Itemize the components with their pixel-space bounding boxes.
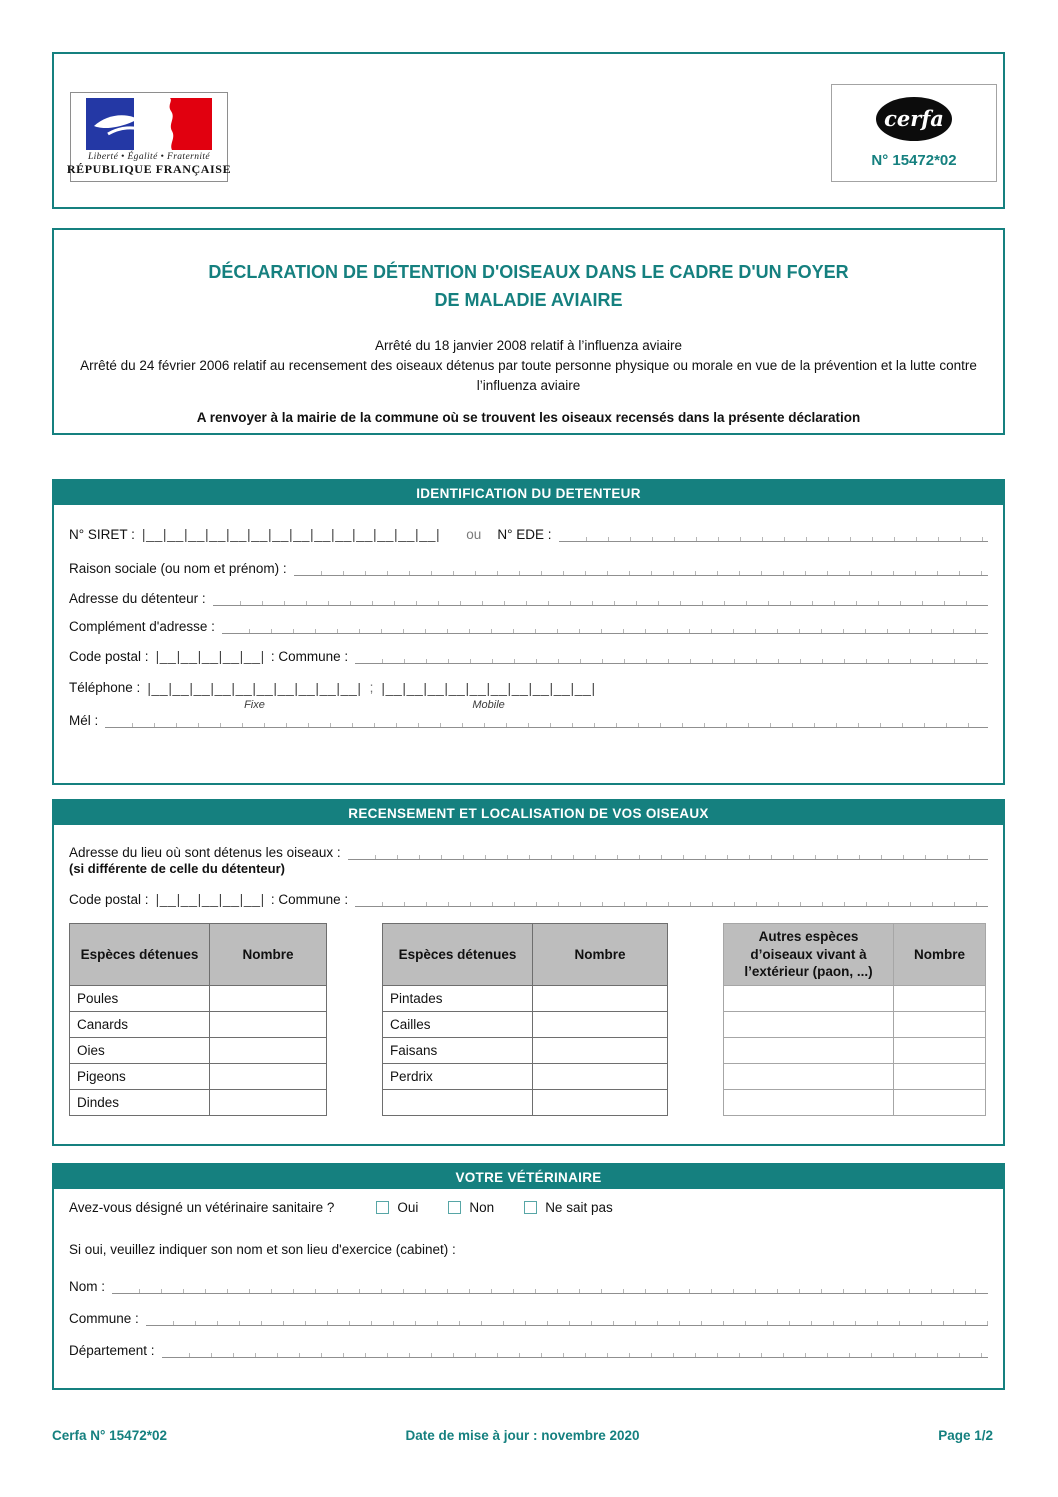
adresse-detenteur-row [69, 591, 988, 606]
species-cell: Oies [70, 1038, 210, 1064]
legal-references [54, 336, 1003, 397]
identification-section-title: IDENTIFICATION DU DETENTEUR [54, 481, 1003, 505]
arrete-2006: Arrêté du 24 février 2006 relatif au recensement des oiseaux détenus par toute personne physique ou morale en vue de la prévention et la lutte contre l’influenza aviaire [80, 358, 977, 394]
column-header-autres-especes: Autres espèces d’oiseaux vivant à l’extérieur (paon, ...) [724, 924, 894, 986]
nombre-cell[interactable] [894, 986, 986, 1012]
nombre-cell[interactable] [210, 1064, 327, 1090]
table-row [70, 1064, 327, 1090]
raison-sociale-field[interactable] [294, 561, 988, 576]
table-row [383, 1064, 668, 1090]
table-row [724, 1090, 986, 1116]
page-footer [52, 1428, 1005, 1443]
table-row [724, 1038, 986, 1064]
table-row [724, 1064, 986, 1090]
telephone-separator: ; [369, 680, 374, 695]
non-checkbox[interactable] [448, 1201, 461, 1214]
siret-field[interactable]: |__|__|__|__|__|__|__|__|__|__|__|__|__|__| [141, 526, 441, 542]
column-header-nombre: Nombre [533, 924, 668, 986]
table-row [383, 1038, 668, 1064]
form-title-line2: DE MALADIE AVIAIRE [434, 289, 623, 310]
species-cell[interactable] [383, 1090, 533, 1116]
mel-row [69, 713, 988, 728]
form-number: N° 15472*02 [871, 152, 957, 169]
vet-commune-field[interactable] [146, 1311, 988, 1326]
return-notice: A renvoyer à la mairie de la commune où se trouvent les oiseaux recensés dans la présente déclaration [196, 409, 861, 425]
mel-field[interactable] [105, 713, 988, 728]
species-cell: Perdrix [383, 1064, 533, 1090]
species-cell: Faisans [383, 1038, 533, 1064]
adresse-lieu-label: Adresse du lieu où sont détenus les oiseaux : [69, 845, 341, 860]
complement-adresse-field[interactable] [222, 619, 988, 634]
vet-departement-field[interactable] [162, 1343, 988, 1358]
republique-francaise-logo [66, 92, 232, 182]
species-cell[interactable] [724, 1090, 894, 1116]
code-postal-lieu-label: Code postal : [69, 892, 149, 907]
species-table-1 [69, 923, 327, 1116]
arrete-2008: Arrêté du 18 janvier 2008 relatif à l’influenza aviaire [375, 337, 682, 353]
species-cell: Pigeons [70, 1064, 210, 1090]
vet-departement-row [69, 1343, 988, 1358]
telephone-fixe-field[interactable]: |__|__|__|__|__|__|__|__|__|__| [147, 680, 362, 696]
telephone-row [69, 680, 988, 711]
adresse-lieu-row [69, 845, 988, 860]
vet-departement-label: Département : [69, 1343, 155, 1358]
commune-field[interactable] [355, 649, 988, 664]
recensement-section [52, 799, 1005, 1146]
table-row [383, 1012, 668, 1038]
nombre-cell[interactable] [533, 1012, 668, 1038]
ede-field[interactable] [559, 527, 989, 542]
form-title-line1: DÉCLARATION DE DÉTENTION D'OISEAUX DANS LE CADRE D'UN FOYER [208, 262, 849, 282]
fixe-label: Fixe [244, 699, 265, 711]
nombre-cell[interactable] [894, 1038, 986, 1064]
footer-cerfa-number: Cerfa N° 15472*02 [52, 1428, 167, 1443]
vet-question-label: Avez-vous désigné un vétérinaire sanitaire ? [69, 1200, 335, 1215]
oui-checkbox[interactable] [376, 1201, 389, 1214]
nombre-cell[interactable] [533, 1038, 668, 1064]
code-postal-field[interactable]: |__|__|__|__|__| [155, 648, 265, 664]
commune-label: : Commune : [270, 649, 349, 664]
code-postal-lieu-field[interactable]: |__|__|__|__|__| [155, 891, 265, 907]
raison-sociale-label: Raison sociale (ou nom et prénom) : [69, 561, 287, 576]
table-row [70, 1038, 327, 1064]
telephone-label: Téléphone : [69, 680, 141, 695]
complement-adresse-label: Complément d'adresse : [69, 619, 215, 634]
veterinaire-section-title: VOTRE VÉTÉRINAIRE [54, 1165, 1003, 1189]
vet-question-row [69, 1200, 988, 1215]
table-row [383, 1090, 668, 1116]
nombre-cell[interactable] [210, 1090, 327, 1116]
siret-row [69, 526, 988, 542]
ne-sait-pas-label: Ne sait pas [545, 1200, 613, 1215]
cerfa-logo-icon [876, 97, 952, 141]
title-box [52, 228, 1005, 435]
option-ne-sait-pas [524, 1200, 613, 1215]
table-row [70, 1090, 327, 1116]
commune-lieu-label: : Commune : [270, 892, 349, 907]
column-header-especes: Espèces détenues [383, 924, 533, 986]
ede-label: N° EDE : [497, 527, 552, 542]
form-title [54, 259, 1003, 315]
nombre-cell[interactable] [210, 1012, 327, 1038]
species-cell[interactable] [724, 1038, 894, 1064]
nombre-cell[interactable] [894, 1090, 986, 1116]
vet-nom-label: Nom : [69, 1279, 106, 1294]
oui-label: Oui [397, 1200, 419, 1215]
nombre-cell[interactable] [533, 986, 668, 1012]
nombre-cell[interactable] [533, 1090, 668, 1116]
column-header-nombre: Nombre [210, 924, 327, 986]
raison-sociale-row [69, 561, 988, 576]
code-postal-label: Code postal : [69, 649, 149, 664]
species-cell[interactable] [724, 1012, 894, 1038]
nombre-cell[interactable] [894, 1012, 986, 1038]
option-non [448, 1200, 494, 1215]
veterinaire-section [52, 1163, 1005, 1390]
code-postal-row [69, 648, 988, 664]
vet-instruction-row [69, 1242, 988, 1257]
species-cell: Poules [70, 986, 210, 1012]
adresse-detenteur-field[interactable] [213, 591, 988, 606]
nombre-cell[interactable] [210, 1038, 327, 1064]
ou-label: ou [466, 527, 482, 542]
option-oui [376, 1200, 418, 1215]
recensement-section-title: RECENSEMENT ET LOCALISATION DE VOS OISEAUX [54, 801, 1003, 825]
identification-section [52, 479, 1005, 785]
species-table-2 [382, 923, 668, 1116]
nombre-cell[interactable] [533, 1064, 668, 1090]
vet-commune-label: Commune : [69, 1311, 139, 1326]
marianne-flag-icon [86, 98, 212, 150]
mel-label: Mél : [69, 713, 99, 728]
non-label: Non [469, 1200, 495, 1215]
nombre-cell[interactable] [210, 986, 327, 1012]
complement-adresse-row [69, 619, 988, 634]
cerfa-logo-text: cerfa [884, 105, 944, 131]
table-row [383, 986, 668, 1012]
adresse-lieu-note: (si différente de celle du détenteur) [69, 861, 285, 876]
table-row [724, 986, 986, 1012]
nombre-cell[interactable] [894, 1064, 986, 1090]
table-row [70, 1012, 327, 1038]
species-cell: Canards [70, 1012, 210, 1038]
column-header-nombre: Nombre [894, 924, 986, 986]
species-table-autres [723, 923, 986, 1116]
marianne-motto: Liberté • Égalité • Fraternité [87, 152, 211, 162]
telephone-mobile-field[interactable]: |__|__|__|__|__|__|__|__|__|__| [381, 680, 596, 696]
code-postal-lieu-row [69, 891, 988, 907]
ne-sait-pas-checkbox[interactable] [524, 1201, 537, 1214]
vet-nom-row [69, 1279, 988, 1294]
species-cell: Dindes [70, 1090, 210, 1116]
species-cell: Pintades [383, 986, 533, 1012]
adresse-detenteur-label: Adresse du détenteur : [69, 591, 206, 606]
cerfa-box [831, 84, 997, 182]
species-tables [69, 923, 988, 1116]
commune-lieu-field[interactable] [355, 892, 988, 907]
siret-label: N° SIRET : [69, 527, 135, 542]
vet-commune-row [69, 1311, 988, 1326]
footer-update-date: Date de mise à jour : novembre 2020 [405, 1428, 640, 1443]
species-cell[interactable] [724, 1064, 894, 1090]
species-cell: Cailles [383, 1012, 533, 1038]
adresse-lieu-field[interactable] [348, 845, 988, 860]
vet-instruction: Si oui, veuillez indiquer son nom et son lieu d'exercice (cabinet) : [69, 1242, 456, 1257]
table-row [70, 986, 327, 1012]
vet-nom-field[interactable] [112, 1279, 988, 1294]
mobile-label: Mobile [472, 699, 505, 711]
marianne-republic: RÉPUBLIQUE FRANÇAISE [66, 162, 232, 176]
header-box [52, 52, 1005, 209]
footer-page-number: Page 1/2 [938, 1428, 994, 1443]
table-row [724, 1012, 986, 1038]
column-header-especes: Espèces détenues [70, 924, 210, 986]
species-cell[interactable] [724, 986, 894, 1012]
